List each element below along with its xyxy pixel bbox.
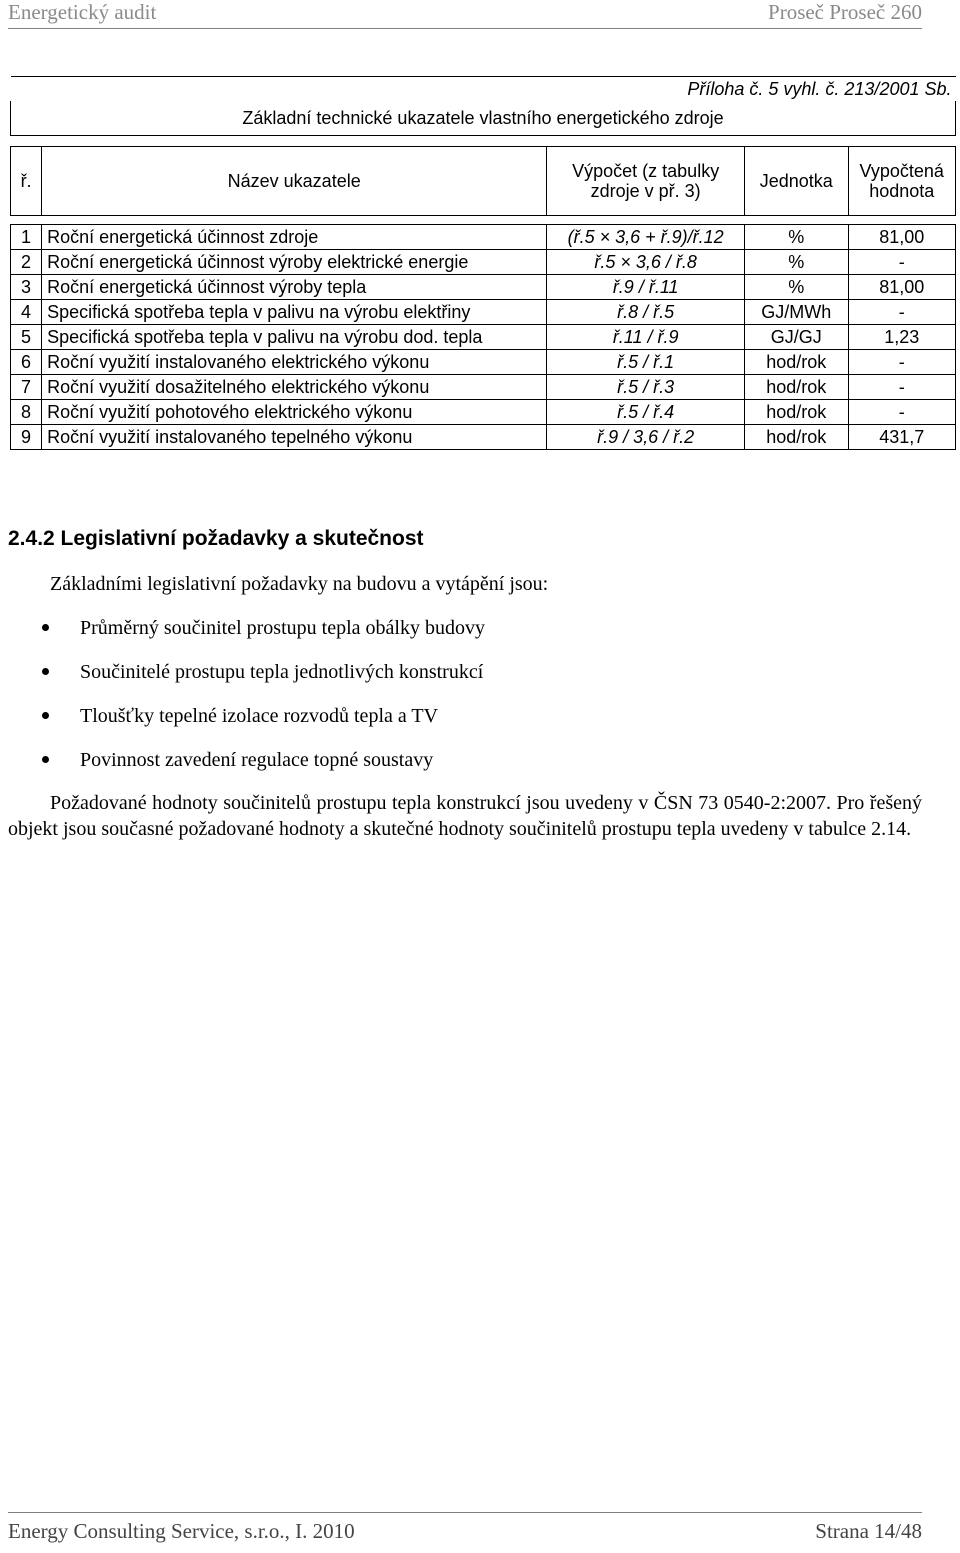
cell-unit: % <box>745 275 848 300</box>
column-header-value-line2: hodnota <box>869 181 935 201</box>
cell-calc: ř.5 / ř.3 <box>547 375 745 400</box>
indicators-table <box>10 76 956 450</box>
cell-calc: ř.5 × 3,6 / ř.8 <box>547 250 745 275</box>
cell-unit: hod/rok <box>745 425 848 450</box>
cell-num: 3 <box>11 275 42 300</box>
cell-calc: ř.9 / 3,6 / ř.2 <box>547 425 745 450</box>
cell-calc: ř.5 / ř.4 <box>547 400 745 425</box>
annex-reference: Příloha č. 5 vyhl. č. 213/2001 Sb. <box>687 79 952 99</box>
cell-value: - <box>848 400 955 425</box>
table-row <box>11 250 956 275</box>
cell-name: Specifická spotřeba tepla v palivu na výrobu elektřiny <box>42 300 547 325</box>
table-spacer <box>11 216 956 225</box>
cell-name: Specifická spotřeba tepla v palivu na výrobu dod. tepla <box>42 325 547 350</box>
cell-num: 4 <box>11 300 42 325</box>
cell-value: - <box>848 250 955 275</box>
footer-page-number: Strana 14/48 <box>815 1519 922 1543</box>
bullet-icon <box>42 668 49 675</box>
table-title: Základní technické ukazatele vlastního energetického zdroje <box>11 101 956 136</box>
column-header-calc-line2: zdroje v př. 3) <box>590 181 701 201</box>
page-footer <box>8 1512 922 1553</box>
table-gap <box>11 136 956 147</box>
cell-num: 7 <box>11 375 42 400</box>
table-row <box>11 225 956 250</box>
cell-name: Roční energetická účinnost zdroje <box>42 225 547 250</box>
annex-row <box>11 77 956 102</box>
table-row <box>11 325 956 350</box>
cell-value: 81,00 <box>848 275 955 300</box>
cell-calc: ř.5 / ř.1 <box>547 350 745 375</box>
cell-name: Roční využití instalovaného tepelného výkonu <box>42 425 547 450</box>
cell-num: 1 <box>11 225 42 250</box>
footer-company: Energy Consulting Service, s.r.o., I. 2010 <box>8 1519 355 1543</box>
cell-calc: (ř.5 × 3,6 + ř.9)/ř.12 <box>547 225 745 250</box>
cell-value: 81,00 <box>848 225 955 250</box>
table-row <box>11 425 956 450</box>
cell-num: 2 <box>11 250 42 275</box>
cell-name: Roční energetická účinnost výroby elektrické energie <box>42 250 547 275</box>
table-header-row <box>11 147 956 216</box>
bullet-icon <box>42 624 49 631</box>
cell-num: 9 <box>11 425 42 450</box>
list-item-text: Tloušťky tepelné izolace rozvodů tepla a TV <box>80 705 439 727</box>
column-header-name: Název ukazatele <box>42 147 547 216</box>
cell-unit: hod/rok <box>745 400 848 425</box>
header-document-title: Energetický audit <box>8 0 157 24</box>
column-header-calc <box>547 147 745 216</box>
body-paragraph: Požadované hodnoty součinitelů prostupu tepla konstrukcí jsou uvedeny v ČSN 73 0540-2:2007. Pro řešený objekt jsou současné požadované hodnoty a skutečné hodnoty součinitelů prostupu tepla uvedeny v tabulce 2.14. <box>8 792 922 840</box>
list-item <box>40 614 485 658</box>
table-body <box>11 225 956 450</box>
section-heading: 2.4.2 Legislativní požadavky a skutečnost <box>8 527 424 550</box>
cell-unit: GJ/MWh <box>745 300 848 325</box>
list-item <box>40 746 485 790</box>
table-row <box>11 375 956 400</box>
cell-num: 8 <box>11 400 42 425</box>
cell-unit: % <box>745 225 848 250</box>
header-location: Proseč Proseč 260 <box>768 0 922 24</box>
cell-calc: ř.11 / ř.9 <box>547 325 745 350</box>
page-header <box>8 0 922 29</box>
bullet-icon <box>42 712 49 719</box>
cell-value: 1,23 <box>848 325 955 350</box>
list-item-text: Průměrný součinitel prostupu tepla obálky budovy <box>80 617 485 639</box>
list-item <box>40 658 485 702</box>
table-row <box>11 400 956 425</box>
cell-name: Roční využití instalovaného elektrického výkonu <box>42 350 547 375</box>
column-header-value-line1: Vypočtená <box>859 161 944 181</box>
cell-value: - <box>848 375 955 400</box>
cell-unit: hod/rok <box>745 350 848 375</box>
cell-unit: % <box>745 250 848 275</box>
table-row <box>11 350 956 375</box>
cell-calc: ř.8 / ř.5 <box>547 300 745 325</box>
cell-value: 431,7 <box>848 425 955 450</box>
section-intro: Základními legislativní požadavky na budovu a vytápění jsou: <box>50 573 549 595</box>
cell-name: Roční využití dosažitelného elektrického výkonu <box>42 375 547 400</box>
column-header-calc-line1: Výpočet (z tabulky <box>572 161 720 181</box>
cell-num: 5 <box>11 325 42 350</box>
table-title-row <box>11 101 956 136</box>
cell-unit: hod/rok <box>745 375 848 400</box>
requirements-list <box>40 614 485 790</box>
column-header-num: ř. <box>11 147 42 216</box>
table-row <box>11 275 956 300</box>
cell-value: - <box>848 350 955 375</box>
cell-name: Roční energetická účinnost výroby tepla <box>42 275 547 300</box>
column-header-unit: Jednotka <box>745 147 848 216</box>
list-item <box>40 702 485 746</box>
column-header-value <box>848 147 955 216</box>
list-item-text: Součinitelé prostupu tepla jednotlivých konstrukcí <box>80 661 484 683</box>
cell-unit: GJ/GJ <box>745 325 848 350</box>
cell-num: 6 <box>11 350 42 375</box>
cell-name: Roční využití pohotového elektrického výkonu <box>42 400 547 425</box>
cell-calc: ř.9 / ř.11 <box>547 275 745 300</box>
cell-value: - <box>848 300 955 325</box>
bullet-icon <box>42 756 49 763</box>
table-row <box>11 300 956 325</box>
list-item-text: Povinnost zavedení regulace topné soustavy <box>80 749 434 771</box>
